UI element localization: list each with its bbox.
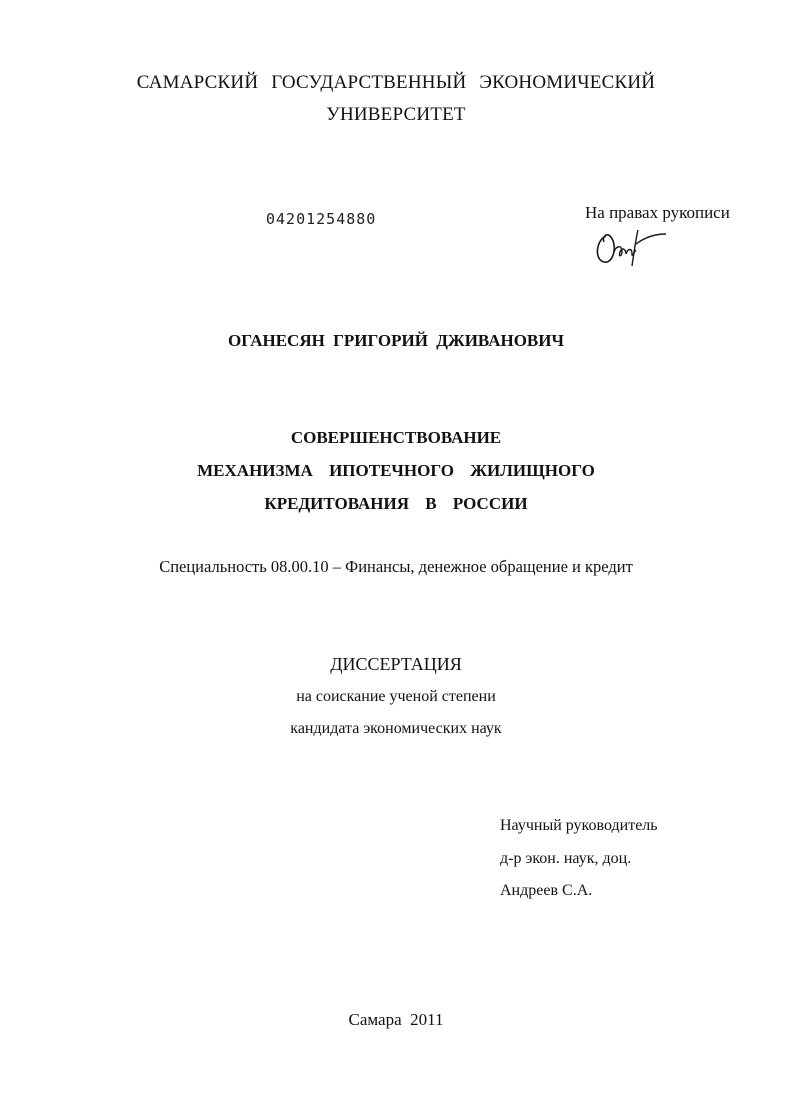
specialty: Специальность 08.00.10 – Финансы, денежное обращение и кредит	[159, 557, 633, 576]
title-line2: МЕХАНИЗМА ИПОТЕЧНОГО ЖИЛИЩНОГО	[197, 461, 595, 480]
manuscript-label: На правах рукописи	[585, 203, 730, 222]
university-name-line1: САМАРСКИЙ ГОСУДАРСТВЕННЫЙ ЭКОНОМИЧЕСКИЙ	[136, 72, 656, 93]
library-code: 04201254880	[266, 210, 377, 228]
title-line3: КРЕДИТОВАНИЯ В РОССИИ	[264, 494, 528, 513]
title-line1: СОВЕРШЕНСТВОВАНИЕ	[290, 428, 502, 447]
supervisor-degree: д-р экон. наук, доц.	[500, 850, 632, 867]
supervisor-label: Научный руководитель	[500, 817, 658, 834]
degree-line1: на соискание ученой степени	[296, 688, 496, 705]
city-year: Самара 2011	[348, 1010, 444, 1029]
author-name: ОГАНЕСЯН ГРИГОРИЙ ДЖИВАНОВИЧ	[228, 331, 564, 350]
dissertation-label: ДИССЕРТАЦИЯ	[330, 654, 462, 674]
author-signature	[592, 222, 672, 272]
supervisor-name: Андреев С.А.	[500, 882, 593, 899]
university-name-line2: УНИВЕРСИТЕТ	[326, 104, 466, 125]
degree-line2: кандидата экономических наук	[290, 720, 502, 737]
